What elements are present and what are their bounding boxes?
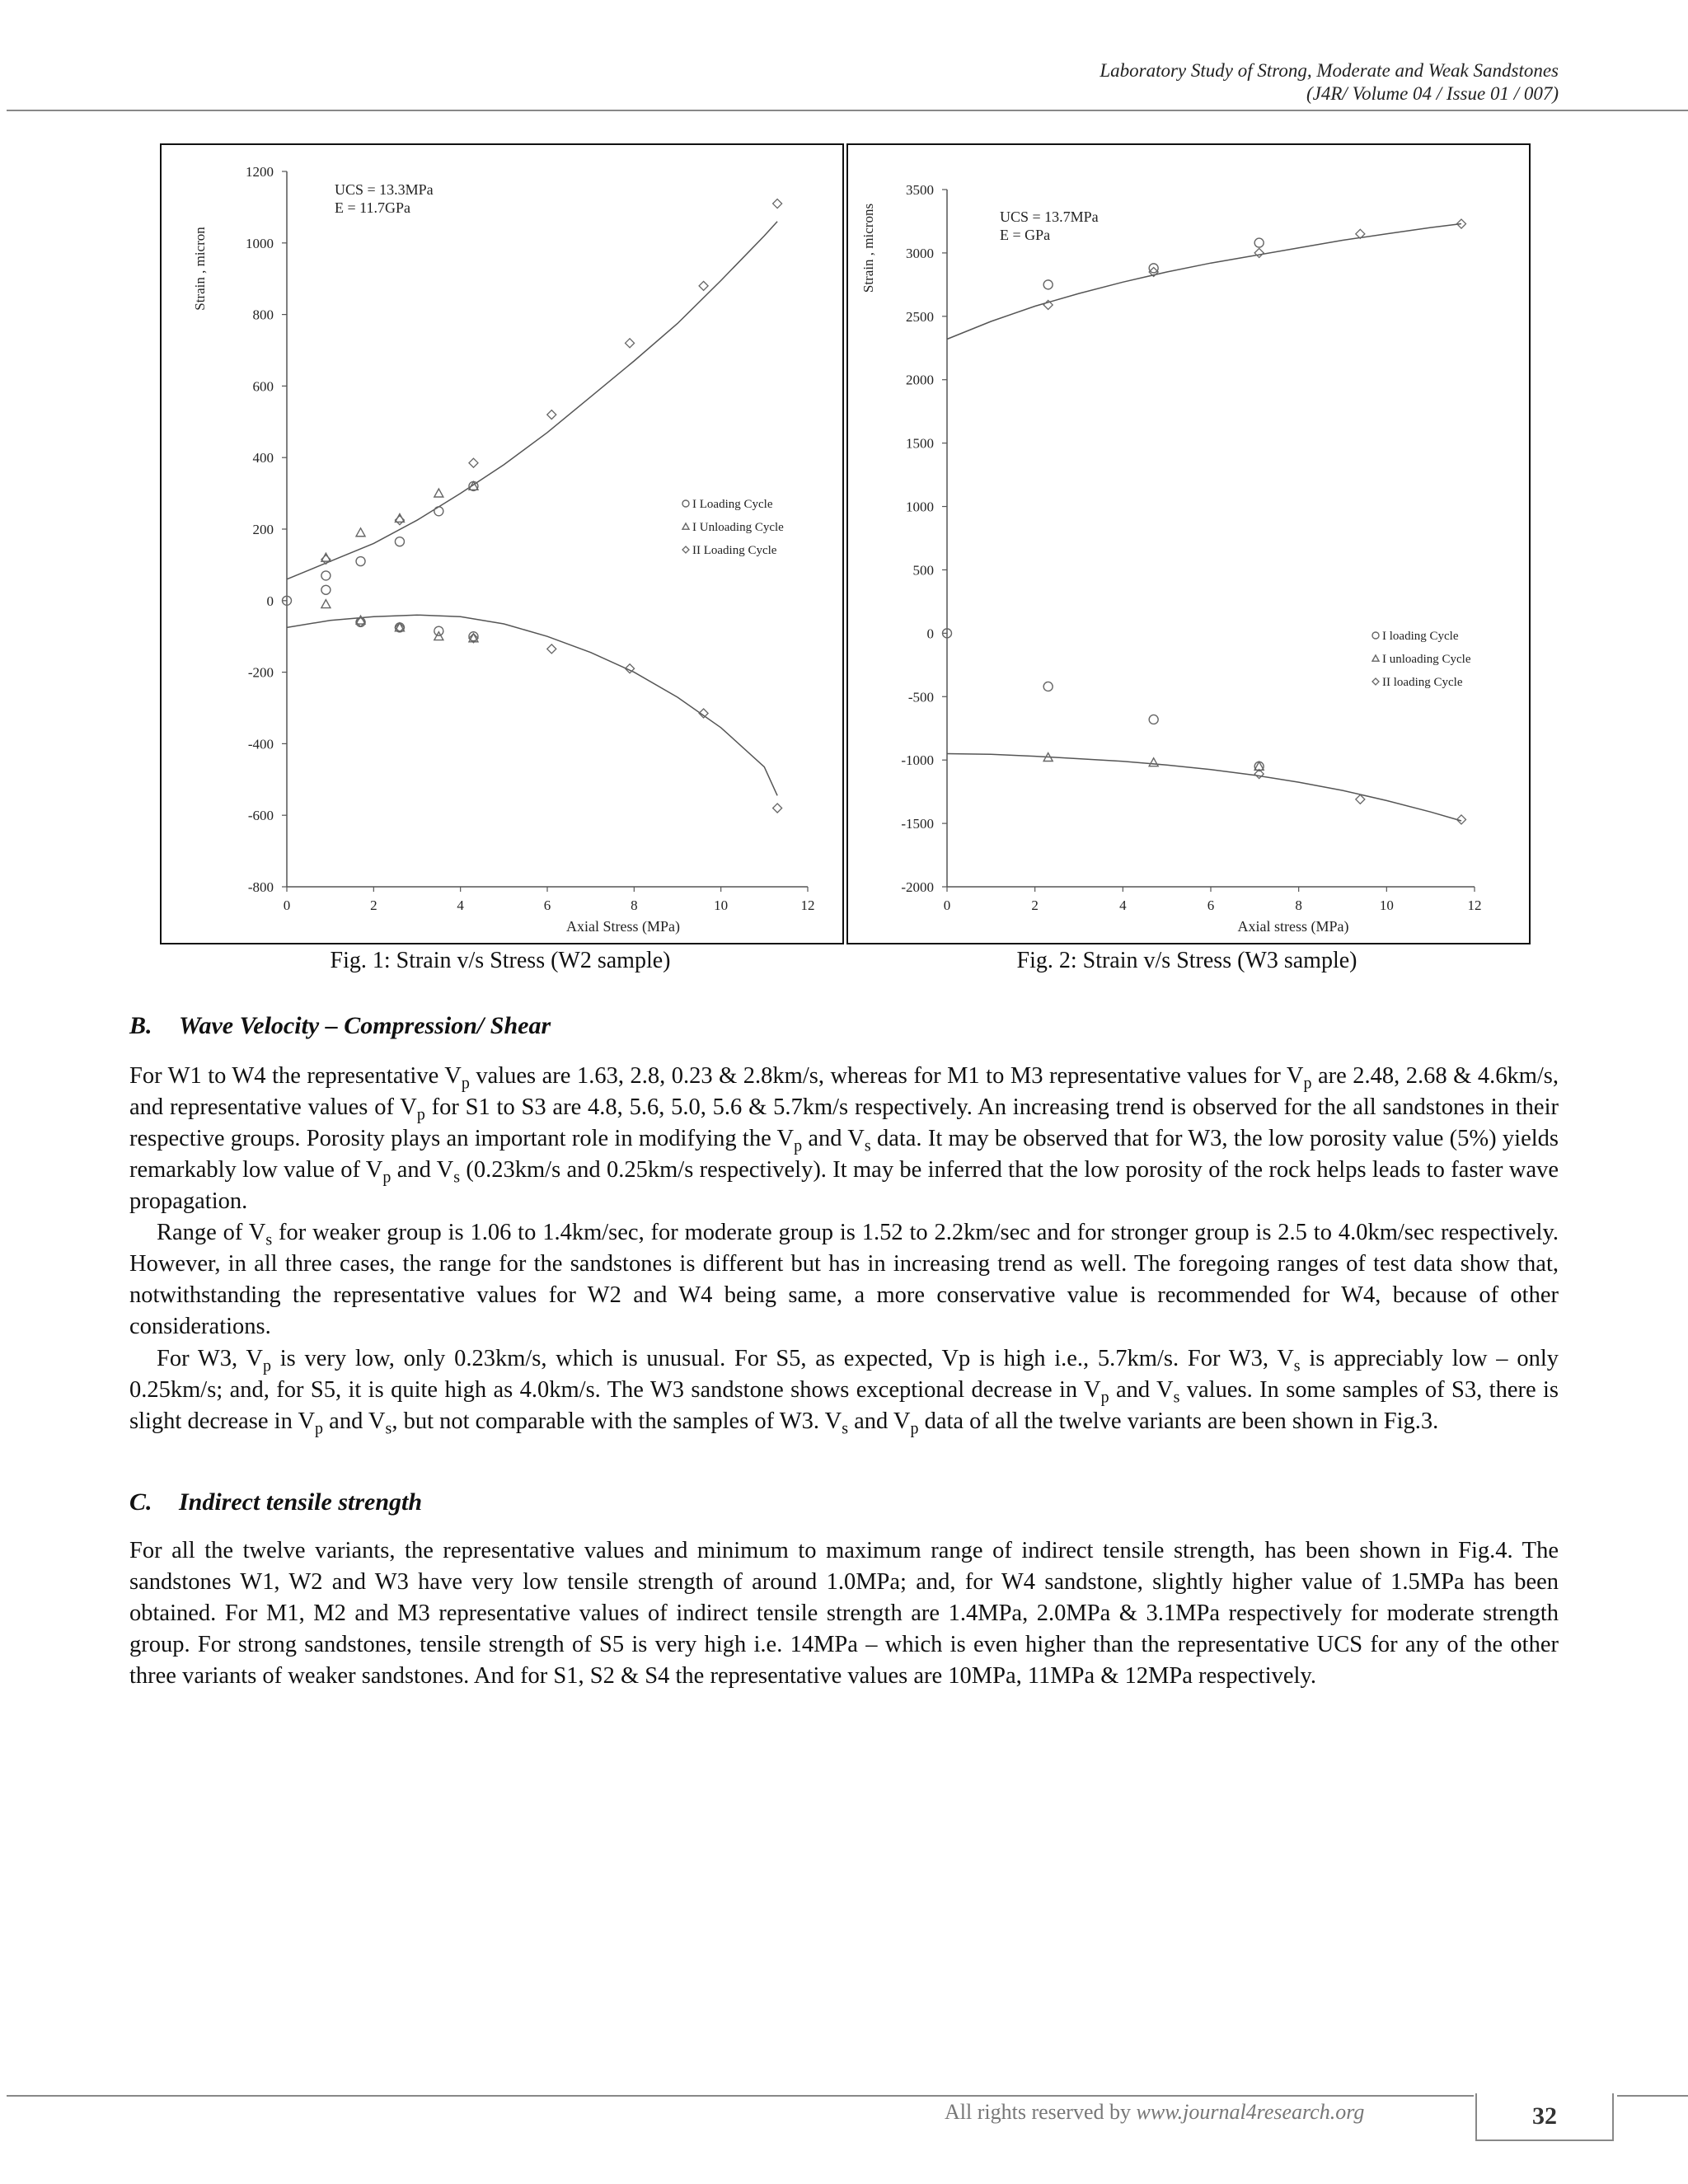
data-point-diamond	[773, 804, 782, 813]
figure-1-caption: Fig. 1: Strain v/s Stress (W2 sample)	[330, 948, 671, 973]
data-point-diamond	[1356, 794, 1365, 804]
data-point-circle	[434, 507, 443, 516]
y-tick-label: -1500	[901, 816, 934, 832]
legend-marker-circle	[1372, 632, 1379, 639]
trendline	[947, 754, 1461, 822]
section-b-heading	[129, 1012, 551, 1040]
section-c-paragraph: For all the twelve variants, the representative values and minimum to maximum range of indirect tensile strength, has been shown in Fig.4. The sandstones W1, W2 and W3 have very low tensile strength of around 1.0MPa; and, for W4 sandstone, slightly higher value of 1.5MPa has been obtained. For M1, M2 and M3 representative values of indirect tensile strength are 1.4MPa, 2.0MPa & 3.1MPa respectively for moderate strength group. For strong sandstones, tensile strength of S5 is very high i.e. 14MPa – which is even higher than the representative UCS for any of the other three variants of weaker sandstones. And for S1, S2 & S4 the representative values are 10MPa, 11MPa & 12MPa respectively.	[129, 1538, 1559, 1689]
running-header	[1100, 59, 1559, 105]
section-b-title: Wave Velocity – Compression/ Shear	[179, 1012, 551, 1039]
y-tick-label: -2000	[901, 879, 934, 895]
section-c-heading	[129, 1488, 422, 1516]
x-tick-label: 6	[543, 898, 551, 913]
y-tick-label: 2500	[906, 308, 934, 325]
x-tick-label: 6	[1207, 898, 1215, 913]
legend-label: I loading Cycle	[1382, 630, 1459, 643]
data-point-triangle	[321, 600, 331, 608]
chart-annotation: UCS = 13.7MPa	[1000, 209, 1099, 225]
y-axis-label: Strain , micron	[192, 227, 208, 311]
y-tick-label: 1200	[246, 164, 274, 180]
y-tick-label: 200	[252, 522, 274, 537]
figure-2-svg	[848, 145, 1529, 943]
header-volume: (J4R/ Volume 04 / Issue 01 / 007)	[1306, 83, 1559, 104]
chart-annotation: UCS = 13.3MPa	[335, 181, 434, 198]
legend-marker-triangle	[1372, 655, 1379, 661]
legend-label: I unloading Cycle	[1382, 653, 1471, 666]
chart-annotation: E = 11.7GPa	[335, 199, 410, 216]
y-tick-label: 800	[252, 307, 274, 323]
y-tick-label: -500	[907, 689, 934, 705]
data-point-circle	[321, 585, 331, 594]
x-tick-label: 10	[714, 898, 729, 913]
figure-2-chart	[846, 143, 1531, 944]
y-tick-label: 0	[266, 593, 274, 609]
legend-marker-circle	[682, 500, 689, 507]
data-point-triangle	[434, 489, 443, 497]
footer-divider	[7, 2095, 1474, 2097]
page-number: 32	[1475, 2093, 1614, 2141]
section-b-paragraph-1: For W1 to W4 the representative $V_p$ values are 1.63, 2.8, 0.23 & 2.8km/s, whereas for M1 to M3 representative values for $V_p$ are 2.48, 2.68 & 4.6km/s, and representative values of $V_p$ for S1 to S3 are 4.8, 5.6, 5.0, 5.6 & 5.7km/s respectively. An increasing trend is observed for the all sandstones in their respective groups. Porosity plays an important role in modifying the $V_p$ and $V_s$ data. It may be observed that for W3, the low porosity value (5%) yields remarkably low value of $V_p$ and $V_s$ (0.23km/s and 0.25km/s respectively). It may be inferred that the low porosity of the rock helps leads to faster wave propagation.	[129, 1063, 1559, 1214]
data-point-diamond	[699, 281, 708, 290]
section-b-paragraph-3: For W3, $V_p$ is very low, only 0.23km/s, which is unusual. For S5, as expected, Vp is high i.e., 5.7km/s. For W3, $V_s$ is appreciably low – only 0.25km/s; and, for S5, it is quite high as 4.0km/s. The W3 sandstone shows exceptional decrease in $V_p$ and $V_s$ values. In some samples of S3, there is slight decrease in $V_p$ and $V_s$, but not comparable with the samples of W3. $V_s$ and $V_p$ data of all the twelve variants are been shown in Fig.3.	[129, 1346, 1559, 1438]
data-point-triangle	[356, 528, 365, 537]
y-tick-label: 3500	[906, 182, 934, 198]
data-point-circle	[356, 557, 365, 566]
data-point-circle	[1254, 238, 1264, 247]
figure-2-caption: Fig. 2: Strain v/s Stress (W3 sample)	[1016, 948, 1357, 973]
footer-site-link[interactable]: www.journal4research.org	[1136, 2100, 1365, 2124]
y-tick-label: 3000	[906, 245, 934, 261]
x-axis-label: Axial stress (MPa)	[1237, 918, 1349, 935]
x-tick-label: 4	[1119, 898, 1127, 913]
data-point-circle	[1043, 682, 1053, 691]
y-tick-label: 1000	[906, 499, 934, 515]
data-point-diamond	[773, 199, 782, 209]
y-tick-label: 400	[252, 450, 274, 466]
data-point-diamond	[626, 339, 635, 348]
y-tick-label: 500	[912, 562, 934, 579]
x-tick-label: 8	[1295, 898, 1302, 913]
figure-1-chart	[160, 143, 844, 944]
x-tick-label: 2	[1031, 898, 1039, 913]
x-tick-label: 12	[1467, 898, 1482, 913]
trendline	[287, 615, 777, 795]
data-point-triangle	[1149, 758, 1158, 766]
y-tick-label: -400	[247, 736, 274, 752]
legend-label: II loading Cycle	[1382, 676, 1463, 689]
footer-tab	[1617, 2095, 1688, 2097]
header-divider	[7, 110, 1688, 111]
x-tick-label: 0	[943, 898, 951, 913]
section-c-label: C.	[129, 1488, 152, 1516]
y-tick-label: 600	[252, 378, 274, 395]
footer-rights: All rights reserved by www.journal4research.org	[945, 2100, 1365, 2124]
figure-1-svg	[162, 145, 842, 943]
x-tick-label: 10	[1379, 898, 1394, 913]
y-tick-label: -1000	[901, 752, 934, 769]
data-point-circle	[1149, 715, 1158, 724]
y-tick-label: -600	[247, 808, 274, 824]
data-point-diamond	[547, 410, 556, 419]
data-point-circle	[321, 571, 331, 580]
x-tick-label: 2	[370, 898, 377, 913]
data-point-circle	[1043, 280, 1053, 289]
chart-annotation: E = GPa	[1000, 227, 1051, 243]
section-b-label: B.	[129, 1012, 152, 1039]
x-tick-label: 8	[631, 898, 638, 913]
legend-marker-diamond	[1372, 678, 1379, 685]
data-point-diamond	[469, 458, 478, 467]
y-tick-label: 1000	[246, 235, 274, 251]
y-tick-label: 1500	[906, 435, 934, 452]
y-axis-label: Strain , microns	[860, 203, 876, 293]
section-c-title: Indirect tensile strength	[179, 1488, 423, 1516]
data-point-diamond	[1254, 248, 1264, 257]
x-tick-label: 12	[800, 898, 815, 913]
x-axis-label: Axial Stress (MPa)	[566, 918, 680, 935]
x-tick-label: 0	[283, 898, 291, 913]
legend-label: I Loading Cycle	[692, 498, 773, 511]
legend-label: II Loading Cycle	[692, 544, 777, 557]
data-point-circle	[395, 537, 404, 546]
y-tick-label: -200	[247, 664, 274, 681]
section-b-paragraph-2: Range of $V_s$ for weaker group is 1.06 to 1.4km/sec, for moderate group is 1.52 to 2.2km/sec and for stronger group is 2.5 to 4.0km/sec respectively. However, in all three cases, the range for the sandstones is different but has in increasing trend as well. The foregoing ranges of test data show that, notwithstanding the representative values for W2 and W4 being same, a more conservative value is recommended for W4, because of other considerations.	[129, 1220, 1559, 1339]
y-tick-label: -800	[247, 879, 274, 895]
legend-label: I Unloading Cycle	[692, 521, 784, 534]
legend-marker-triangle	[682, 523, 689, 529]
legend-marker-diamond	[682, 546, 689, 553]
y-tick-label: 2000	[906, 372, 934, 388]
y-tick-label: 0	[926, 626, 934, 642]
header-title: Laboratory Study of Strong, Moderate and Weak Sandstones	[1100, 60, 1559, 81]
x-tick-label: 4	[457, 898, 464, 913]
data-point-diamond	[547, 644, 556, 654]
